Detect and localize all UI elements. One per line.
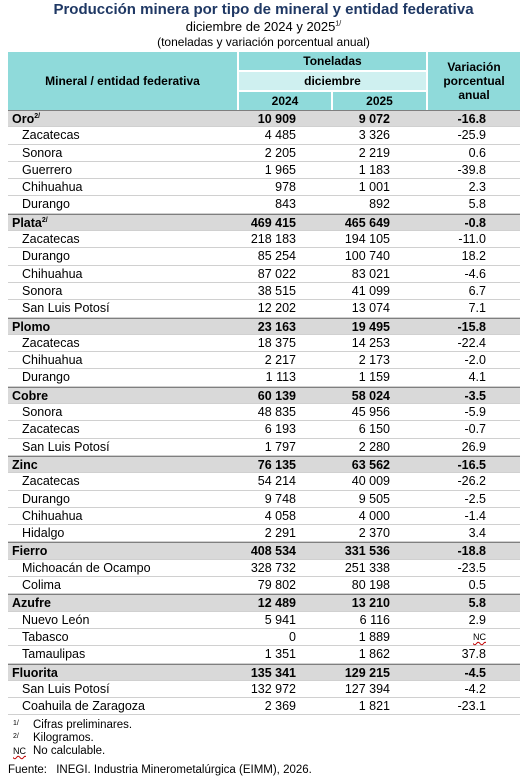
row-label: Guerrero: [22, 162, 73, 177]
footnote-text: No calculable.: [33, 745, 106, 757]
value-2024: 79 802: [257, 578, 296, 593]
table-row: [8, 369, 520, 386]
value-2024: 2 369: [264, 699, 296, 714]
footnote-mark: 1/: [13, 720, 19, 727]
value-2025: 127 394: [344, 681, 390, 696]
value-2024: 12 202: [257, 301, 296, 316]
variation-value: -0.7: [464, 422, 486, 437]
value-2024: 60 139: [257, 388, 296, 403]
table-row: [8, 196, 520, 213]
value-2025: 2 219: [358, 145, 390, 160]
row-label-cell: [22, 369, 70, 386]
value-2024: 18 375: [257, 335, 296, 350]
row-label-cell: [12, 543, 47, 560]
row-label-cell: [22, 352, 82, 369]
table-row: [8, 421, 520, 438]
header-toneladas: Toneladas: [239, 52, 426, 70]
row-label: Oro: [12, 112, 35, 126]
table-row: [8, 127, 520, 144]
table-row: [8, 248, 520, 265]
value-2024: 6 193: [264, 422, 296, 437]
value-2025: 13 210: [351, 596, 390, 611]
row-label-cell: [22, 179, 82, 196]
row-label: Chihuahua: [22, 508, 83, 523]
row-label-cell: [22, 145, 62, 162]
value-2024: 38 515: [257, 283, 296, 298]
row-label: Plomo: [12, 319, 51, 334]
row-label: San Luis Potosí: [22, 681, 110, 696]
value-2025: 194 105: [344, 232, 390, 247]
table-row: [8, 266, 520, 283]
variation-value: 0.6: [468, 145, 486, 160]
table-row: [8, 698, 520, 715]
value-2024: 9 748: [264, 491, 296, 506]
footnote: [8, 745, 520, 758]
report-subtitle: [0, 19, 527, 35]
footnote-mark: 2/: [41, 216, 48, 224]
value-2024: 5 941: [264, 612, 296, 627]
row-label-cell: [22, 577, 61, 594]
value-2025: 2 370: [358, 526, 390, 541]
table-body: [8, 110, 520, 715]
row-label: San Luis Potosí: [22, 301, 110, 316]
value-2024: 2 205: [264, 145, 296, 160]
table-row: [8, 439, 520, 456]
table-row: [8, 577, 520, 594]
row-label-cell: [22, 266, 82, 283]
variation-value: 2.9: [468, 612, 486, 627]
table-row: [8, 179, 520, 196]
variation-value: -23.5: [457, 560, 486, 575]
value-2025: 1 862: [358, 647, 390, 662]
variation-value: -2.0: [464, 353, 486, 368]
value-2024: 0: [289, 629, 296, 644]
value-2024: 87 022: [257, 266, 296, 281]
table-row: [8, 352, 520, 369]
row-label-cell: [22, 560, 151, 577]
variation-value: 6.7: [468, 283, 486, 298]
value-2024: 1 113: [265, 370, 296, 385]
row-label-cell: [22, 335, 80, 352]
variation-value: 3.4: [468, 526, 486, 541]
row-label: Zacatecas: [22, 422, 80, 437]
row-label: Nuevo León: [22, 612, 90, 627]
row-label-cell: [22, 196, 70, 213]
row-label: Michoacán de Ocampo: [22, 560, 151, 575]
mineral-group-row: [8, 110, 520, 127]
mineral-group-row: [8, 318, 520, 335]
variation-value: 18.2: [461, 249, 486, 264]
value-2025: 331 536: [344, 544, 390, 559]
source-label: Fuente:: [8, 764, 47, 776]
title-text: Producción minera por tipo de mineral y entidad federativa: [53, 1, 474, 18]
row-label-cell: [12, 388, 48, 405]
value-2025: 6 150: [358, 422, 390, 437]
table-row: [8, 491, 520, 508]
report-units: (toneladas y variación porcentual anual): [157, 35, 370, 49]
header-2024: 2024: [239, 92, 331, 110]
row-label-cell: [22, 525, 64, 542]
value-2024: 2 217: [264, 353, 296, 368]
value-2025: 13 074: [351, 301, 390, 316]
footnote-text: Cifras preliminares.: [33, 719, 133, 731]
variation-value: 5.8: [468, 197, 486, 212]
row-label-cell: [12, 319, 50, 336]
variation-value: 26.9: [461, 439, 486, 454]
value-2024: 54 214: [257, 474, 296, 489]
mineral-group-row: [8, 664, 520, 681]
table-row: [8, 404, 520, 421]
table-row: [8, 145, 520, 162]
value-2025: 1 889: [358, 629, 390, 644]
table-row: [8, 283, 520, 300]
row-label: Sonora: [22, 283, 63, 298]
variation-value: -16.5: [457, 457, 486, 472]
row-label: Durango: [22, 370, 70, 385]
row-label: Tamaulipas: [22, 647, 86, 662]
table-row: [8, 231, 520, 248]
value-2024: 978: [275, 180, 296, 195]
row-label: Colima: [22, 578, 61, 593]
value-2025: 6 116: [359, 612, 390, 627]
row-label-cell: [22, 421, 80, 438]
value-2024: 132 972: [250, 681, 296, 696]
table-row: [8, 560, 520, 577]
row-label-cell: [12, 595, 51, 612]
variation-value: -18.8: [457, 544, 486, 559]
row-label: Durango: [22, 491, 70, 506]
value-2025: 1 183: [358, 162, 390, 177]
value-2024: 469 415: [250, 215, 296, 230]
value-2024: 12 489: [257, 596, 296, 611]
header-diciembre: diciembre: [239, 72, 426, 90]
row-label-cell: [22, 473, 80, 490]
footnote-mark: NC: [13, 746, 26, 756]
row-label-cell: [22, 404, 62, 421]
variation-value: 7.1: [468, 301, 486, 316]
footnote: [8, 719, 520, 732]
table-row: [8, 525, 520, 542]
variation-value: -11.0: [458, 232, 486, 247]
value-2024: 2 291: [264, 526, 296, 541]
row-label-cell: [12, 111, 40, 128]
variation-value: -25.9: [457, 128, 486, 143]
subtitle-footnote-mark: 1/: [335, 20, 342, 28]
value-2025: 63 562: [351, 457, 390, 472]
table-row: [8, 162, 520, 179]
value-2024: 4 485: [264, 128, 296, 143]
row-label: Zacatecas: [22, 232, 80, 247]
footnote-text: Kilogramos.: [33, 732, 94, 744]
variation-value: 37.8: [461, 647, 486, 662]
mineral-group-row: [8, 542, 520, 559]
value-2024: 408 534: [250, 544, 296, 559]
value-2025: 1 821: [358, 699, 390, 714]
variation-value: -4.2: [464, 681, 486, 696]
value-2025: 40 009: [351, 474, 390, 489]
table-row: [8, 508, 520, 525]
row-label: Azufre: [12, 596, 51, 611]
value-2025: 80 198: [351, 578, 390, 593]
row-label: Durango: [22, 249, 70, 264]
variation-value: 5.8: [468, 596, 486, 611]
row-label: Zacatecas: [22, 128, 80, 143]
value-2025: 58 024: [351, 388, 390, 403]
value-2025: 1 159: [358, 370, 390, 385]
value-2025: 9 505: [358, 491, 390, 506]
variation-value: 0.5: [468, 578, 486, 593]
value-2024: 218 183: [250, 232, 296, 247]
variation-value: -23.1: [457, 699, 486, 714]
footnotes: [8, 719, 520, 758]
table-row: [8, 629, 520, 646]
value-2024: 135 341: [250, 665, 296, 680]
header-2025: 2025: [333, 92, 426, 110]
variation-value: -4.6: [464, 266, 486, 281]
value-2024: 76 135: [257, 457, 296, 472]
value-2025: 465 649: [344, 215, 390, 230]
variation-value: -3.5: [464, 388, 486, 403]
subtitle-text: diciembre de 2024 y 2025: [185, 19, 336, 34]
table-row: [8, 335, 520, 352]
source-text: INEGI. Industria Minerometalúrgica (EIMM), 2026.: [56, 764, 312, 776]
row-label-cell: [22, 248, 70, 265]
variation-value: -39.8: [457, 162, 486, 177]
value-2025: 100 740: [344, 249, 390, 264]
row-label-cell: [12, 457, 38, 474]
row-label-cell: [22, 508, 82, 525]
value-2025: 41 099: [351, 283, 390, 298]
report-title: [0, 1, 527, 19]
row-label-cell: [22, 231, 80, 248]
table-row: [8, 612, 520, 629]
row-label: Coahuila de Zaragoza: [22, 699, 145, 714]
value-2024: 4 058: [264, 508, 296, 523]
row-label: Plata: [12, 215, 42, 230]
mineral-group-row: [8, 594, 520, 611]
variation-value: 2.3: [468, 180, 486, 195]
value-2025: 1 001: [358, 180, 390, 195]
value-2025: 2 280: [358, 439, 390, 454]
row-label-cell: [22, 162, 72, 179]
value-2025: 14 253: [351, 335, 390, 350]
row-label-cell: [22, 646, 85, 663]
value-2024: 1 965: [264, 162, 296, 177]
value-2025: 4 000: [358, 508, 390, 523]
row-label: Fierro: [12, 544, 48, 559]
value-2024: 48 835: [257, 405, 296, 420]
value-2024: 10 909: [257, 112, 296, 126]
variation-value: -4.5: [464, 665, 486, 680]
value-2025: 251 338: [344, 560, 390, 575]
mineral-group-row: [8, 387, 520, 404]
row-label-cell: [22, 681, 110, 698]
row-label: Hidalgo: [22, 526, 65, 541]
header-mineral: Mineral / entidad federativa: [8, 52, 237, 110]
row-label-cell: [22, 127, 80, 144]
row-label-cell: [22, 283, 62, 300]
value-2024: 328 732: [250, 560, 296, 575]
value-2024: 843: [275, 197, 296, 212]
row-label: Tabasco: [22, 629, 69, 644]
mineral-group-row: [8, 456, 520, 473]
row-label-cell: [12, 215, 48, 232]
variation-value: -2.5: [464, 491, 486, 506]
variation-value: -16.8: [457, 112, 486, 126]
table-row: [8, 646, 520, 663]
footnote-mark: 2/: [34, 112, 41, 120]
table-row: [8, 473, 520, 490]
value-2024: 1 351: [264, 647, 296, 662]
value-2025: 9 072: [358, 112, 390, 126]
variation-value: NC: [473, 631, 486, 642]
row-label-cell: [22, 629, 69, 646]
value-2025: 19 495: [351, 319, 390, 334]
row-label: San Luis Potosí: [22, 439, 110, 454]
header-variacion: Variación porcentual anual: [428, 52, 520, 110]
value-2025: 2 173: [358, 353, 390, 368]
source-line: [8, 764, 312, 776]
mineral-group-row: [8, 214, 520, 231]
value-2025: 892: [369, 197, 390, 212]
row-label-cell: [22, 439, 110, 456]
row-label: Cobre: [12, 388, 49, 403]
value-2025: 3 326: [358, 128, 390, 143]
row-label: Sonora: [22, 405, 63, 420]
row-label: Durango: [22, 197, 70, 212]
row-label: Chihuahua: [22, 180, 83, 195]
variation-value: -0.8: [464, 215, 486, 230]
row-label-cell: [22, 491, 70, 508]
row-label: Zacatecas: [22, 335, 80, 350]
row-label: Zacatecas: [22, 474, 80, 489]
value-2024: 85 254: [257, 249, 296, 264]
row-label-cell: [22, 300, 110, 317]
row-label-cell: [22, 612, 89, 629]
value-2025: 129 215: [344, 665, 390, 680]
row-label: Sonora: [22, 145, 63, 160]
variation-value: -26.2: [457, 474, 486, 489]
table-row: [8, 300, 520, 317]
row-label: Chihuahua: [22, 266, 83, 281]
value-2025: 83 021: [351, 266, 390, 281]
row-label: Zinc: [12, 457, 38, 472]
value-2024: 23 163: [257, 319, 296, 334]
value-2025: 45 956: [351, 405, 390, 420]
row-label: Chihuahua: [22, 353, 83, 368]
row-label-cell: [12, 665, 58, 682]
variation-value: -15.8: [457, 319, 486, 334]
footnote: [8, 732, 520, 745]
variation-value: -1.4: [464, 508, 486, 523]
variation-value: -22.4: [457, 335, 486, 350]
value-2024: 1 797: [264, 439, 296, 454]
row-label-cell: [22, 698, 145, 715]
variation-value: -5.9: [464, 405, 486, 420]
table-row: [8, 681, 520, 698]
variation-value: 4.1: [468, 370, 486, 385]
footnote-mark: 2/: [13, 733, 19, 740]
row-label: Fluorita: [12, 665, 58, 680]
